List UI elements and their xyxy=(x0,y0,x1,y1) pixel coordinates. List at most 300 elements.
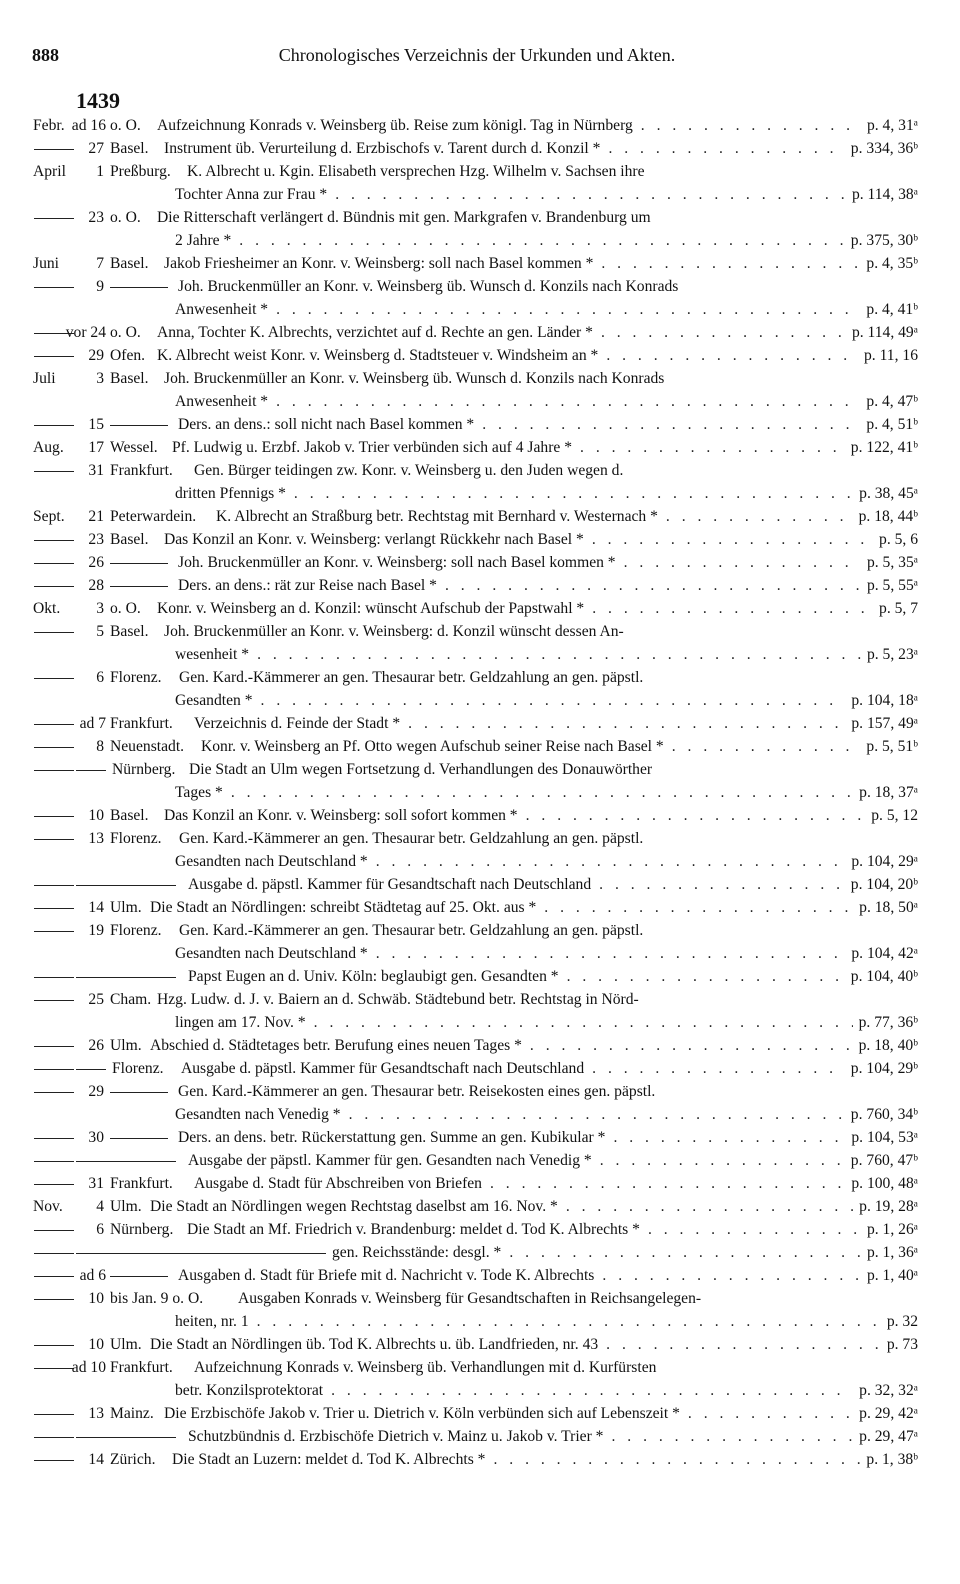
entry-text-with-reference xyxy=(175,689,918,712)
dot-leader xyxy=(666,505,853,528)
ditto-dash xyxy=(34,1184,74,1185)
entry-first-line xyxy=(0,1218,960,1241)
entry-first-line xyxy=(0,1034,960,1057)
dot-leader xyxy=(349,1103,845,1126)
entry-place: Frankfurt. xyxy=(110,1175,173,1192)
entry-text-with-reference xyxy=(157,344,918,367)
entry-first-line xyxy=(0,275,960,298)
dot-leader xyxy=(688,1402,853,1425)
entry-text: Die Stadt an Luzern: meldet d. Tod K. Albrechts * xyxy=(172,1451,486,1468)
entry-continuation-line xyxy=(0,1310,960,1333)
dot-leader xyxy=(493,1448,860,1471)
entry-day: 31 xyxy=(88,1175,104,1192)
entry xyxy=(0,528,960,551)
entry xyxy=(0,114,960,137)
dot-leader xyxy=(624,551,861,574)
entry-text: Konr. v. Weinsberg an Pf. Otto wegen Aufschub seiner Reise nach Basel * xyxy=(201,738,664,755)
dot-leader xyxy=(611,1425,853,1448)
page-reference: p. 5, 35ᵃ xyxy=(866,554,918,571)
entry-continuation-line xyxy=(0,183,960,206)
page-reference: p. 77, 36ᵇ xyxy=(858,1014,918,1031)
entry-text: Die Ritterschaft verlängert d. Bündnis mit gen. Markgrafen v. Brandenburg um xyxy=(157,209,651,226)
dot-leader xyxy=(601,321,846,344)
entry-text: Hzg. Ludw. d. J. v. Baiern an d. Schwäb. Städtebund betr. Rechtstag in Nörd- xyxy=(157,991,639,1008)
dot-leader xyxy=(580,436,845,459)
entry-first-line xyxy=(0,505,960,528)
entry-first-line xyxy=(0,528,960,551)
entry xyxy=(0,1172,960,1195)
dot-leader xyxy=(276,390,860,413)
entry-place: Wessel. xyxy=(110,439,158,456)
ditto-dash xyxy=(34,1230,74,1231)
entry-continuation-line xyxy=(0,689,960,712)
entry-day: 23 xyxy=(88,209,104,226)
entry-text-with-reference xyxy=(178,574,918,597)
entry-day: 3 xyxy=(96,600,104,617)
entry-place: Ulm. xyxy=(110,899,142,916)
dot-leader xyxy=(613,1126,845,1149)
entry-place: Mainz. xyxy=(110,1405,154,1422)
page-reference: p. 122, 41ᵇ xyxy=(850,439,918,456)
page-reference: p. 32, 32ᵃ xyxy=(859,1382,918,1399)
ditto-dash xyxy=(110,1092,168,1093)
entry-text: Konr. v. Weinsberg an d. Konzil: wünscht Aufschub der Papstwahl * xyxy=(157,600,585,617)
ditto-dash xyxy=(34,678,74,679)
entry-continuation-line xyxy=(0,643,960,666)
entry-text-with-reference xyxy=(175,390,918,413)
entry-text-with-reference xyxy=(150,1195,918,1218)
entry-place: bis Jan. 9 o. O. xyxy=(110,1290,204,1307)
ditto-dash xyxy=(76,1069,106,1070)
ditto-dash xyxy=(34,218,74,219)
ditto-dash xyxy=(110,1276,168,1277)
entry-first-line xyxy=(0,666,960,689)
entry-text: Ausgaben d. Stadt für Briefe mit d. Nachricht v. Tode K. Albrechts xyxy=(178,1267,595,1284)
entry-place: Basel. xyxy=(110,531,149,548)
dot-leader xyxy=(606,344,858,367)
page-reference: p. 157, 49ᵃ xyxy=(851,715,918,732)
entry xyxy=(0,1448,960,1471)
entry-first-line xyxy=(0,459,960,482)
entry-text: Instrument üb. Verurteilung d. Erzbischofs v. Tarent durch d. Konzil * xyxy=(164,140,601,157)
entry-text-with-reference xyxy=(332,1241,918,1264)
page-reference: p. 18, 40ᵇ xyxy=(858,1037,918,1054)
entry-first-line xyxy=(0,919,960,942)
ditto-dash xyxy=(76,885,176,886)
entry xyxy=(0,413,960,436)
entry-text-with-reference xyxy=(188,1425,918,1448)
entry-day: 6 xyxy=(96,669,104,686)
page-reference: p. 19, 28ᵃ xyxy=(859,1198,918,1215)
entry xyxy=(0,1241,960,1264)
entry-text-with-reference xyxy=(188,965,918,988)
entry-first-line xyxy=(0,206,960,229)
entry-text-with-reference xyxy=(157,321,918,344)
entry-first-line xyxy=(0,413,960,436)
entry-day: 19 xyxy=(88,922,104,939)
page-reference: p. 18, 37ᵃ xyxy=(859,784,918,801)
dot-leader xyxy=(592,1057,845,1080)
entry-place: Frankfurt. xyxy=(110,1359,173,1376)
entry-continuation-line xyxy=(0,229,960,252)
entry-text-with-reference xyxy=(175,482,918,505)
entry xyxy=(0,505,960,528)
entry-first-line xyxy=(0,1425,960,1448)
entry-text-with-reference xyxy=(188,1149,918,1172)
entry-place: Basel. xyxy=(110,255,149,272)
ditto-dash xyxy=(110,425,168,426)
entry-day: ad 16 xyxy=(71,117,106,134)
dot-leader xyxy=(331,1379,853,1402)
entry-text-with-reference xyxy=(164,1402,918,1425)
page-reference: p. 1, 26ᵃ xyxy=(866,1221,918,1238)
entry-text: Gesandten * xyxy=(175,692,253,709)
entry xyxy=(0,1402,960,1425)
entry-first-line xyxy=(0,1333,960,1356)
entry-day: 29 xyxy=(88,347,104,364)
page-reference: p. 104, 40ᵇ xyxy=(850,968,918,985)
ditto-dash xyxy=(76,1253,326,1254)
ditto-dash xyxy=(34,471,74,472)
entry-text-with-reference xyxy=(175,1379,918,1402)
entry-text: gen. Reichsstände: desgl. * xyxy=(332,1244,502,1261)
entry-text: Ders. an dens.: soll nicht nach Basel kommen * xyxy=(178,416,475,433)
entry-text: Ausgabe der päpstl. Kammer für gen. Gesandten nach Venedig * xyxy=(188,1152,592,1169)
entry-place: Basel. xyxy=(110,623,149,640)
ditto-dash xyxy=(34,1460,74,1461)
dot-leader xyxy=(567,965,845,988)
entry-place: Frankfurt. xyxy=(110,715,173,732)
entry xyxy=(0,1034,960,1057)
entry-day: 6 xyxy=(96,1221,104,1238)
dot-leader xyxy=(294,482,853,505)
ditto-dash xyxy=(34,1345,74,1346)
entry xyxy=(0,735,960,758)
entry-place: Basel. xyxy=(110,807,149,824)
ditto-dash xyxy=(34,885,74,886)
page-reference: p. 38, 45ᵃ xyxy=(859,485,918,502)
entry xyxy=(0,1149,960,1172)
entry-place: o. O. xyxy=(110,117,141,134)
ditto-dash xyxy=(34,586,74,587)
entry xyxy=(0,597,960,620)
page-reference: p. 5, 12 xyxy=(871,807,918,824)
entry-text-with-reference xyxy=(157,114,918,137)
entry-day: 23 xyxy=(88,531,104,548)
entry xyxy=(0,1287,960,1333)
entry-text: Papst Eugen an d. Univ. Köln: beglaubigt gen. Gesandten * xyxy=(188,968,559,985)
entry-first-line xyxy=(0,114,960,137)
page-reference: p. 29, 47ᵃ xyxy=(859,1428,918,1445)
entry-place: Nürnberg. xyxy=(110,1221,174,1238)
entry-place: Nürnberg. xyxy=(112,761,176,778)
entry-text-with-reference xyxy=(175,643,918,666)
dot-leader xyxy=(314,1011,853,1034)
dot-leader xyxy=(335,183,846,206)
page-reference: p. 4, 51ᵇ xyxy=(866,416,918,433)
entry-text: Aufzeichnung Konrads v. Weinsberg üb. Verhandlungen mit d. Kurfürsten xyxy=(194,1359,657,1376)
page-reference: p. 5, 51ᵇ xyxy=(866,738,918,755)
dot-leader xyxy=(606,1333,881,1356)
entry-text-with-reference xyxy=(164,252,918,275)
entry-text-with-reference xyxy=(164,137,918,160)
entry-place: Preßburg. xyxy=(110,163,171,180)
entry-place: Basel. xyxy=(110,370,149,387)
dot-leader xyxy=(231,781,853,804)
dot-leader xyxy=(445,574,861,597)
entry-text: Aufzeichnung Konrads v. Weinsberg üb. Reise zum königl. Tag in Nürnberg xyxy=(157,117,633,134)
dot-leader xyxy=(482,413,860,436)
entry-first-line xyxy=(0,758,960,781)
entry-first-line xyxy=(0,1264,960,1287)
entry-text: Gen. Kard.-Kämmerer an gen. Thesaurar betr. Geldzahlung an gen. päpstl. xyxy=(179,669,644,686)
entry-day: 26 xyxy=(88,1037,104,1054)
entry-place: Florenz. xyxy=(110,830,162,847)
entry xyxy=(0,1195,960,1218)
entry-text: K. Albrecht u. Kgin. Elisabeth versprechen Hzg. Wilhelm v. Sachsen ihre xyxy=(187,163,645,180)
entry-day: vor 24 xyxy=(65,324,106,341)
dot-leader xyxy=(592,597,873,620)
entry-text: Pf. Ludwig u. Erzbf. Jakob v. Trier verbünden sich auf 4 Jahre * xyxy=(172,439,573,456)
entry-text: Die Stadt an Nördlingen üb. Tod K. Albrechts u. üb. Landfrieden, nr. 43 xyxy=(150,1336,599,1353)
entry-first-line xyxy=(0,1057,960,1080)
ditto-dash xyxy=(34,1092,74,1093)
ditto-dash xyxy=(34,356,74,357)
entry-first-line xyxy=(0,965,960,988)
page-reference: p. 104, 42ᵃ xyxy=(851,945,918,962)
entry-text-with-reference xyxy=(178,1264,918,1287)
entry xyxy=(0,574,960,597)
entry-place: Ofen. xyxy=(110,347,146,364)
entry-text: Gen. Kard.-Kämmerer an gen. Thesaurar betr. Reisekosten eines gen. päpstl. xyxy=(178,1083,656,1100)
ditto-dash xyxy=(34,1414,74,1415)
entry-text: Joh. Bruckenmüller an Konr. v. Weinsberg üb. Wunsch d. Konzils nach Konrads xyxy=(178,278,679,295)
dot-leader xyxy=(530,1034,853,1057)
page-reference: p. 5, 6 xyxy=(879,531,918,548)
entry-text-with-reference xyxy=(172,1448,918,1471)
page-reference: p. 18, 44ᵇ xyxy=(858,508,918,525)
entry-month: April xyxy=(33,163,66,180)
entry-first-line xyxy=(0,367,960,390)
entry-day: ad 10 xyxy=(71,1359,106,1376)
entry-text: K. Albrecht an Straßburg betr. Rechtstag mit Bernhard v. Westernach * xyxy=(216,508,658,525)
entry-text: Ausgabe d. Stadt für Abschreiben von Briefen xyxy=(194,1175,482,1192)
entry-text-with-reference xyxy=(175,1011,918,1034)
ditto-dash xyxy=(34,1046,74,1047)
entry-place: Florenz. xyxy=(110,669,162,686)
ditto-dash xyxy=(110,1138,168,1139)
entry-text-with-reference xyxy=(175,1310,918,1333)
entry-day: 14 xyxy=(88,899,104,916)
entry xyxy=(0,1356,960,1402)
entry-first-line xyxy=(0,1080,960,1103)
page-reference: p. 334, 36ᵇ xyxy=(850,140,918,157)
entry-text: Joh. Bruckenmüller an Konr. v. Weinsberg: d. Konzil wünscht dessen An- xyxy=(164,623,624,640)
ditto-dash xyxy=(34,563,74,564)
entry-text: Jakob Friesheimer an Konr. v. Weinsberg: soll nach Basel kommen * xyxy=(164,255,594,272)
ditto-dash xyxy=(34,1069,74,1070)
entry-place: Cham. xyxy=(110,991,152,1008)
entry-continuation-line xyxy=(0,482,960,505)
page-reference: p. 104, 18ᵃ xyxy=(851,692,918,709)
ditto-dash xyxy=(34,1000,74,1001)
page-reference: p. 760, 34ᵇ xyxy=(850,1106,918,1123)
entry-first-line xyxy=(0,620,960,643)
entry xyxy=(0,988,960,1034)
entry-first-line xyxy=(0,321,960,344)
entry xyxy=(0,873,960,896)
ditto-dash xyxy=(34,632,74,633)
entry-first-line xyxy=(0,1356,960,1379)
dot-leader xyxy=(648,1218,861,1241)
dot-leader xyxy=(257,1310,881,1333)
entry-text-with-reference xyxy=(175,298,918,321)
entry-place: Florenz. xyxy=(110,922,162,939)
page-reference: p. 73 xyxy=(886,1336,918,1353)
entry xyxy=(0,1333,960,1356)
page-reference: p. 5, 7 xyxy=(879,600,918,617)
entry-place: Peterwardein. xyxy=(110,508,197,525)
entry-first-line xyxy=(0,1149,960,1172)
entry-text: Gen. Kard.-Kämmerer an gen. Thesaurar betr. Geldzahlung an gen. päpstl. xyxy=(179,830,644,847)
entry xyxy=(0,919,960,965)
entry xyxy=(0,160,960,206)
entry xyxy=(0,965,960,988)
entry-day: 21 xyxy=(88,508,104,525)
entry-first-line xyxy=(0,1172,960,1195)
entry-first-line xyxy=(0,712,960,735)
entry xyxy=(0,252,960,275)
entry-day: 7 xyxy=(96,255,104,272)
page-reference: p. 32 xyxy=(886,1313,918,1330)
page-reference: p. 104, 29ᵇ xyxy=(850,1060,918,1077)
entry-day: ad 7 xyxy=(79,715,106,732)
entry xyxy=(0,436,960,459)
entry-text-with-reference xyxy=(216,505,918,528)
entry-first-line xyxy=(0,436,960,459)
entry-day: 25 xyxy=(88,991,104,1008)
entry-day: 27 xyxy=(88,140,104,157)
entry-text-with-reference xyxy=(150,896,918,919)
page-reference: p. 104, 20ᵇ xyxy=(850,876,918,893)
page-reference: p. 4, 41ᵇ xyxy=(866,301,918,318)
entry-text: Anna, Tochter K. Albrechts, verzichtet auf d. Rechte an gen. Länder * xyxy=(157,324,593,341)
entry-text-with-reference xyxy=(175,781,918,804)
entry-day: 30 xyxy=(88,1129,104,1146)
entry-day: 15 xyxy=(88,416,104,433)
entry-text: betr. Konzilsprotektorat xyxy=(175,1382,324,1399)
dot-leader xyxy=(601,252,860,275)
dot-leader xyxy=(376,942,846,965)
ditto-dash xyxy=(34,425,74,426)
entry-day: 13 xyxy=(88,1405,104,1422)
entry-place: Ulm. xyxy=(110,1198,142,1215)
entry-text: Gen. Kard.-Kämmerer an gen. Thesaurar betr. Geldzahlung an gen. päpstl. xyxy=(179,922,644,939)
entry-first-line xyxy=(0,988,960,1011)
entry xyxy=(0,1057,960,1080)
entry-first-line xyxy=(0,551,960,574)
entry-text-with-reference xyxy=(157,597,918,620)
entry xyxy=(0,275,960,321)
entry-first-line xyxy=(0,1241,960,1264)
entry-text-with-reference xyxy=(187,1218,918,1241)
entry-first-line xyxy=(0,1195,960,1218)
entry-text: Abschied d. Städtetages betr. Berufung eines neuen Tages * xyxy=(150,1037,522,1054)
entry-text: 2 Jahre * xyxy=(175,232,232,249)
entry-day: 3 xyxy=(96,370,104,387)
page-reference: p. 18, 50ᵃ xyxy=(859,899,918,916)
entry xyxy=(0,758,960,804)
entry xyxy=(0,1080,960,1126)
entry xyxy=(0,1218,960,1241)
entry-text: Tochter Anna zur Frau * xyxy=(175,186,328,203)
page-number: 888 xyxy=(32,45,59,65)
entry-month: Juli xyxy=(33,370,56,387)
entry xyxy=(0,804,960,827)
entry-text: Ders. an dens. betr. Rückerstattung gen. Summe an gen. Kubikular * xyxy=(178,1129,606,1146)
entry-day: ad 6 xyxy=(79,1267,106,1284)
ditto-dash xyxy=(34,770,74,771)
dot-leader xyxy=(376,850,846,873)
ditto-dash xyxy=(34,149,74,150)
dot-leader xyxy=(608,137,844,160)
entry-month: Okt. xyxy=(33,600,61,617)
entry-first-line xyxy=(0,1448,960,1471)
entry-place: o. O. xyxy=(110,209,141,226)
entry-day: 9 xyxy=(96,278,104,295)
entry-text: Ausgaben Konrads v. Weinsberg für Gesandtschaften in Reichsangelegen- xyxy=(238,1290,702,1307)
ditto-dash xyxy=(34,540,74,541)
entry-first-line xyxy=(0,896,960,919)
ditto-dash xyxy=(34,747,74,748)
entry-continuation-line xyxy=(0,781,960,804)
entry xyxy=(0,666,960,712)
entry xyxy=(0,1126,960,1149)
entry-text-with-reference xyxy=(178,1126,918,1149)
entry-place: o. O. xyxy=(110,324,141,341)
entry-continuation-line xyxy=(0,850,960,873)
ditto-dash xyxy=(76,1161,176,1162)
entry xyxy=(0,551,960,574)
page-reference: p. 5, 23ᵃ xyxy=(866,646,918,663)
ditto-dash xyxy=(34,839,74,840)
entry xyxy=(0,896,960,919)
ditto-dash xyxy=(76,1437,176,1438)
year-heading: 1439 xyxy=(76,88,120,113)
entry-day: 26 xyxy=(88,554,104,571)
entry xyxy=(0,137,960,160)
entry-continuation-line xyxy=(0,1011,960,1034)
ditto-dash xyxy=(34,1138,74,1139)
dot-leader xyxy=(257,643,861,666)
entry-day: 28 xyxy=(88,577,104,594)
entry-text: lingen am 17. Nov. * xyxy=(175,1014,306,1031)
entry-text: Die Stadt an Ulm wegen Fortsetzung d. Verhandlungen des Donauwörther xyxy=(189,761,653,778)
entry-text: K. Albrecht weist Konr. v. Weinsberg d. Stadtsteuer v. Windsheim an * xyxy=(157,347,599,364)
entry-text-with-reference xyxy=(164,528,918,551)
page-reference: p. 760, 47ᵇ xyxy=(850,1152,918,1169)
dot-leader xyxy=(526,804,866,827)
entry xyxy=(0,206,960,252)
entry-text: dritten Pfennigs * xyxy=(175,485,286,502)
ditto-dash xyxy=(34,931,74,932)
entry-month: Sept. xyxy=(33,508,65,525)
entry-continuation-line xyxy=(0,298,960,321)
entry-place: Ulm. xyxy=(110,1037,142,1054)
entry-day: 10 xyxy=(88,1336,104,1353)
entry-continuation-line xyxy=(0,942,960,965)
entry-day: 13 xyxy=(88,830,104,847)
